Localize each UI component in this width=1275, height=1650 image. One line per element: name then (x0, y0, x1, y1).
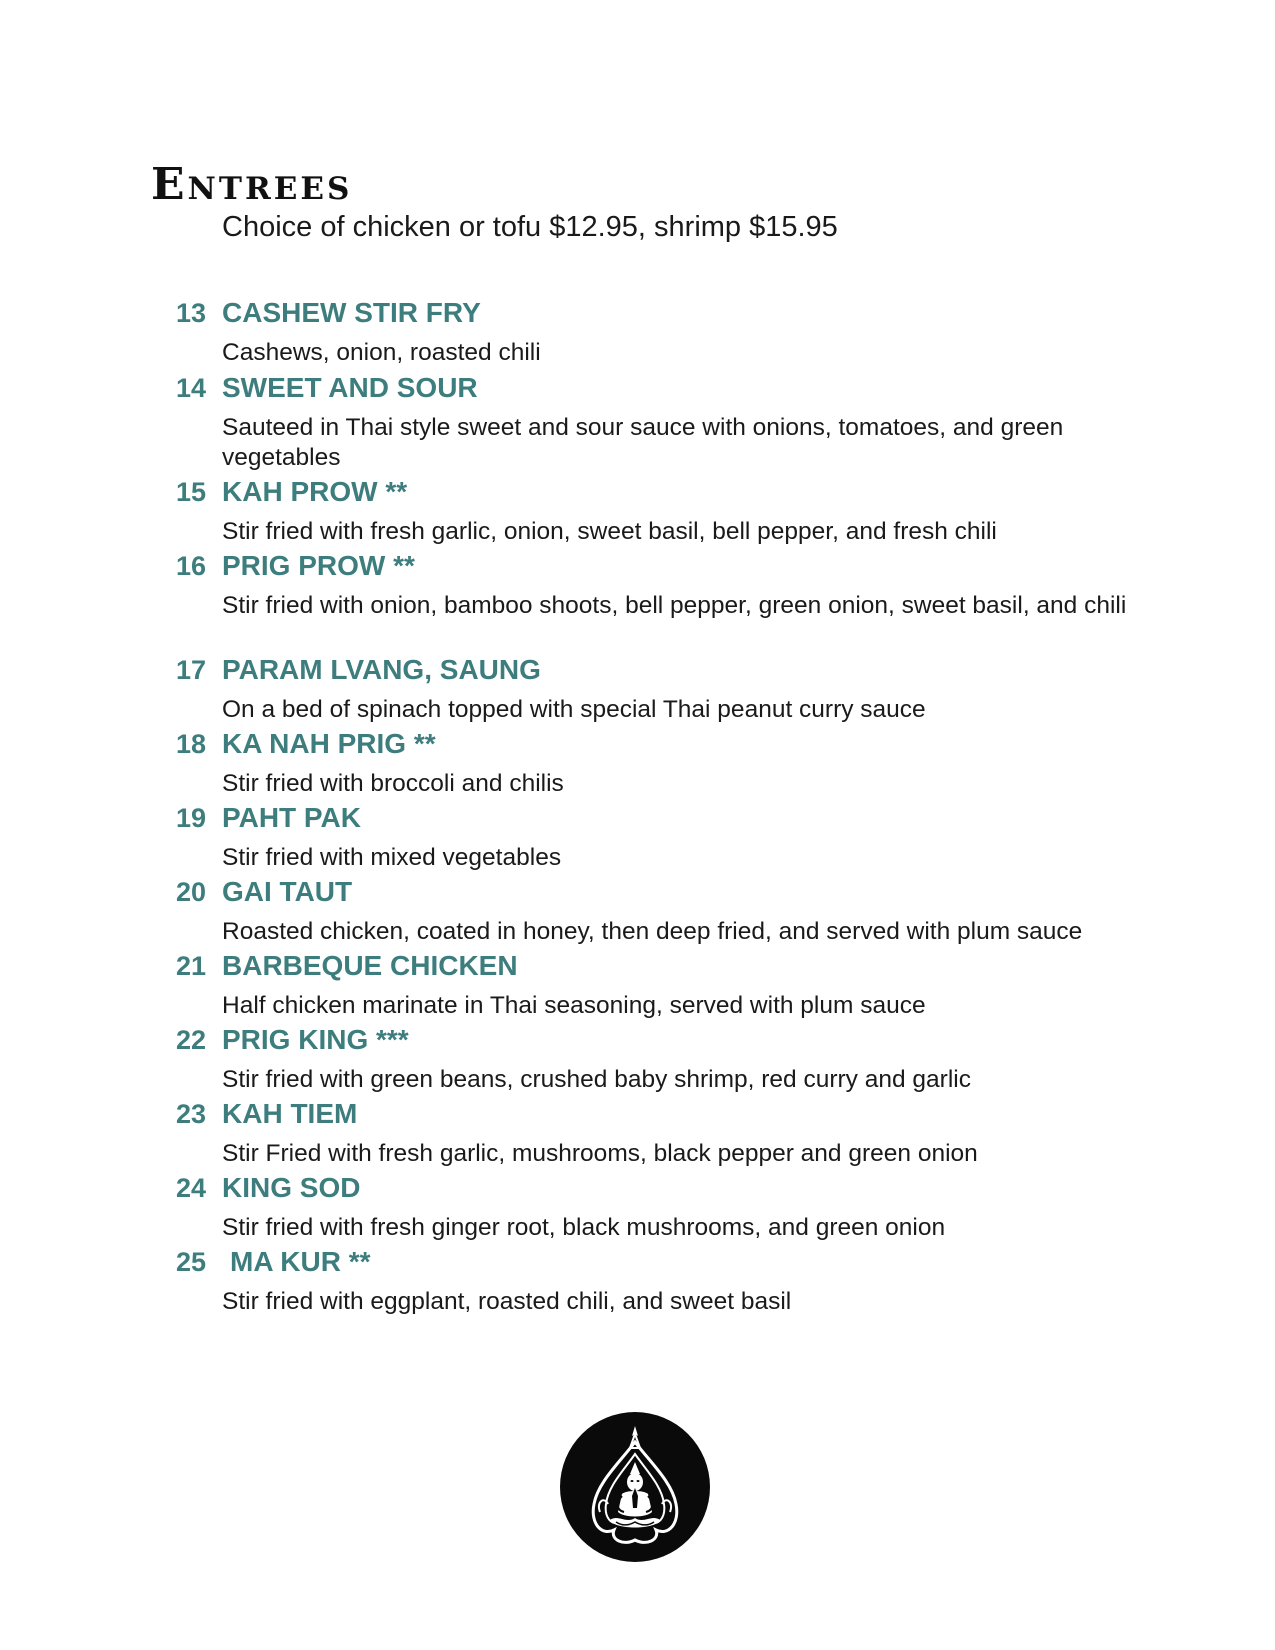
item-name: PRIG PROW ** (222, 550, 415, 581)
item-description: Stir fried with green beans, crushed baby shrimp, red curry and garlic (222, 1066, 971, 1093)
item-name: KING SOD (222, 1172, 361, 1203)
item-name: KA NAH PRIG ** (222, 728, 436, 759)
item-name: GAI TAUT (222, 876, 353, 907)
item-description: Stir fried with fresh ginger root, black mushrooms, and green onion (222, 1214, 946, 1241)
item-name: PAHT PAK (222, 802, 361, 833)
item-number: 14 (175, 373, 206, 403)
item-description: Stir fried with fresh garlic, onion, sweet basil, bell pepper, and fresh chili (222, 518, 997, 545)
item-description: Stir Fried with fresh garlic, mushrooms, black pepper and green onion (222, 1140, 978, 1167)
item-number: 20 (175, 877, 206, 907)
item-number: 13 (175, 298, 206, 328)
item-number: 25 (175, 1247, 206, 1277)
item-number: 18 (175, 729, 206, 759)
item-number: 22 (175, 1025, 206, 1055)
item-number: 15 (175, 477, 206, 507)
item-number: 23 (175, 1099, 206, 1129)
item-name: KAH TIEM (222, 1098, 358, 1129)
item-description: On a bed of spinach topped with special Thai peanut curry sauce (222, 696, 926, 723)
item-name: PARAM LVANG, SAUNG (222, 654, 541, 685)
item-description: Stir fried with eggplant, roasted chili, and sweet basil (222, 1288, 792, 1315)
item-number: 24 (175, 1173, 206, 1203)
item-name: SWEET AND SOUR (222, 372, 478, 403)
item-number: 17 (175, 655, 206, 685)
item-description: Sauteed in Thai style sweet and sour sauce with onions, tomatoes, and green vegetables (222, 414, 1064, 471)
item-description: Roasted chicken, coated in honey, then deep fried, and served with plum sauce (222, 918, 1083, 945)
item-number: 16 (175, 551, 206, 581)
price-note: Choice of chicken or tofu $12.95, shrimp $15.95 (222, 211, 838, 243)
item-name: KAH PROW ** (222, 476, 408, 507)
item-name: PRIG KING *** (222, 1024, 409, 1055)
item-name: CASHEW STIR FRY (222, 297, 481, 328)
item-name: BARBEQUE CHICKEN (222, 950, 518, 981)
item-description: Half chicken marinate in Thai seasoning, served with plum sauce (222, 992, 926, 1019)
item-description: Cashews, onion, roasted chili (222, 339, 541, 366)
item-description: Stir fried with onion, bamboo shoots, bell pepper, green onion, sweet basil, and chili (222, 592, 1127, 619)
item-description: Stir fried with broccoli and chilis (222, 770, 564, 797)
item-number: 21 (175, 951, 206, 981)
section-title: Entrees (151, 159, 353, 210)
item-number: 19 (175, 803, 206, 833)
item-name: MA KUR ** (230, 1246, 371, 1277)
item-description: Stir fried with mixed vegetables (222, 844, 562, 871)
thai-deity-emblem-icon (560, 1412, 710, 1562)
